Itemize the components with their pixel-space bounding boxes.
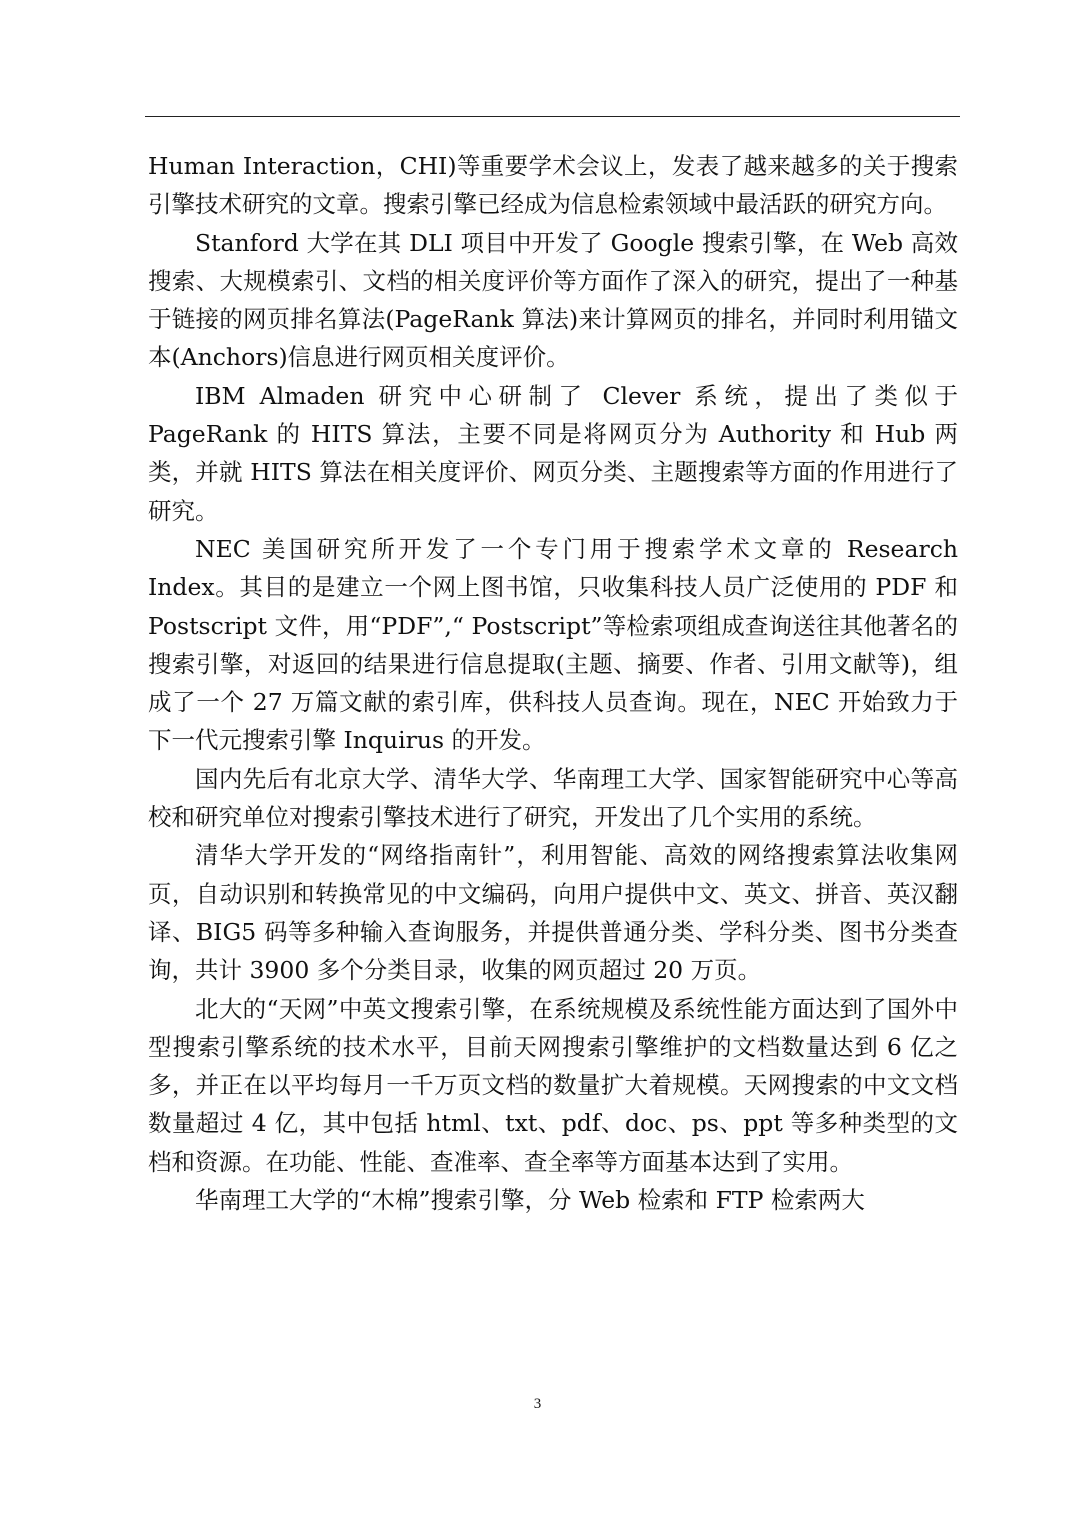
paragraph-domestic: 国内先后有北京大学、清华大学、华南理工大学、国家智能研究中心等高校和研究单位对搜索引擎技术进行了研究，开发出了几个实用的系统。: [148, 764, 958, 832]
paragraph-stanford: Stanford 大学在其 DLI 项目中开发了 Google 搜索引擎，在 Web 高效搜索、大规模索引、文档的相关度评价等方面作了深入的研究，提出了一种基于链接的网页排名算法(PageRank 算法)来计算网页的排名，并同时利用锚文本(Anchors)信息进行网页相关度评价。: [148, 228, 958, 372]
paragraph-nec: NEC 美国研究所开发了一个专门用于搜索学术文章的 Research Index。其目的是建立一个网上图书馆，只收集科技人员广泛使用的 PDF 和 Postscript 文件，用“PDF”,“ Postscript”等检索项组成查询送往其他著名的搜索引擎，对返回的结果进行信息提取(主题、摘要、作者、引用文献等)，组成了一个 27 万篇文献的索引库，供科技人员查询。现在，NEC 开始致力于下一代元搜索引擎 Inquirus 的开发。: [148, 534, 958, 755]
paragraph-scut: 华南理工大学的“木棉”搜索引擎，分 Web 检索和 FTP 检索两大: [195, 1186, 865, 1215]
header-rule: [145, 116, 960, 117]
paragraph-continuation: Human Interaction，CHI)等重要学术会议上，发表了越来越多的关于搜索引擎技术研究的文章。搜索引擎已经成为信息检索领域中最活跃的研究方向。: [148, 152, 958, 219]
body-text: [148, 147, 958, 1219]
page-number: 3: [533, 1396, 542, 1412]
paragraph-pku: 北大的“天网”中英文搜索引擎，在系统规模及系统性能方面达到了国外中型搜索引擎系统的技术水平，目前天网搜索引擎维护的文档数量达到 6 亿之多，并正在以平均每月一千万页文档的数量扩大着规模。天网搜索的中文文档数量超过 4 亿，其中包括 html、txt、pdf、doc、ps、ppt 等多种类型的文档和资源。在功能、性能、查准率、查全率等方面基本达到了实用。: [148, 994, 958, 1176]
paragraph-tsinghua: 清华大学开发的“网络指南针”，利用智能、高效的网络搜索算法收集网页，自动识别和转换常见的中文编码，向用户提供中文、英文、拼音、英汉翻译、BIG5 码等多种输入查询服务，并提供普通分类、学科分类、图书分类查询，共计 3900 多个分类目录，收集的网页超过 20 万页。: [148, 841, 958, 985]
paragraph-ibm: IBM Almaden 研究中心研制了 Clever 系统，提出了类似于 PageRank 的 HITS 算法，主要不同是将网页分为 Authority 和 Hub 两类，并就 HITS 算法在相关度评价、网页分类、主题搜索等方面的作用进行了研究。: [148, 381, 958, 525]
